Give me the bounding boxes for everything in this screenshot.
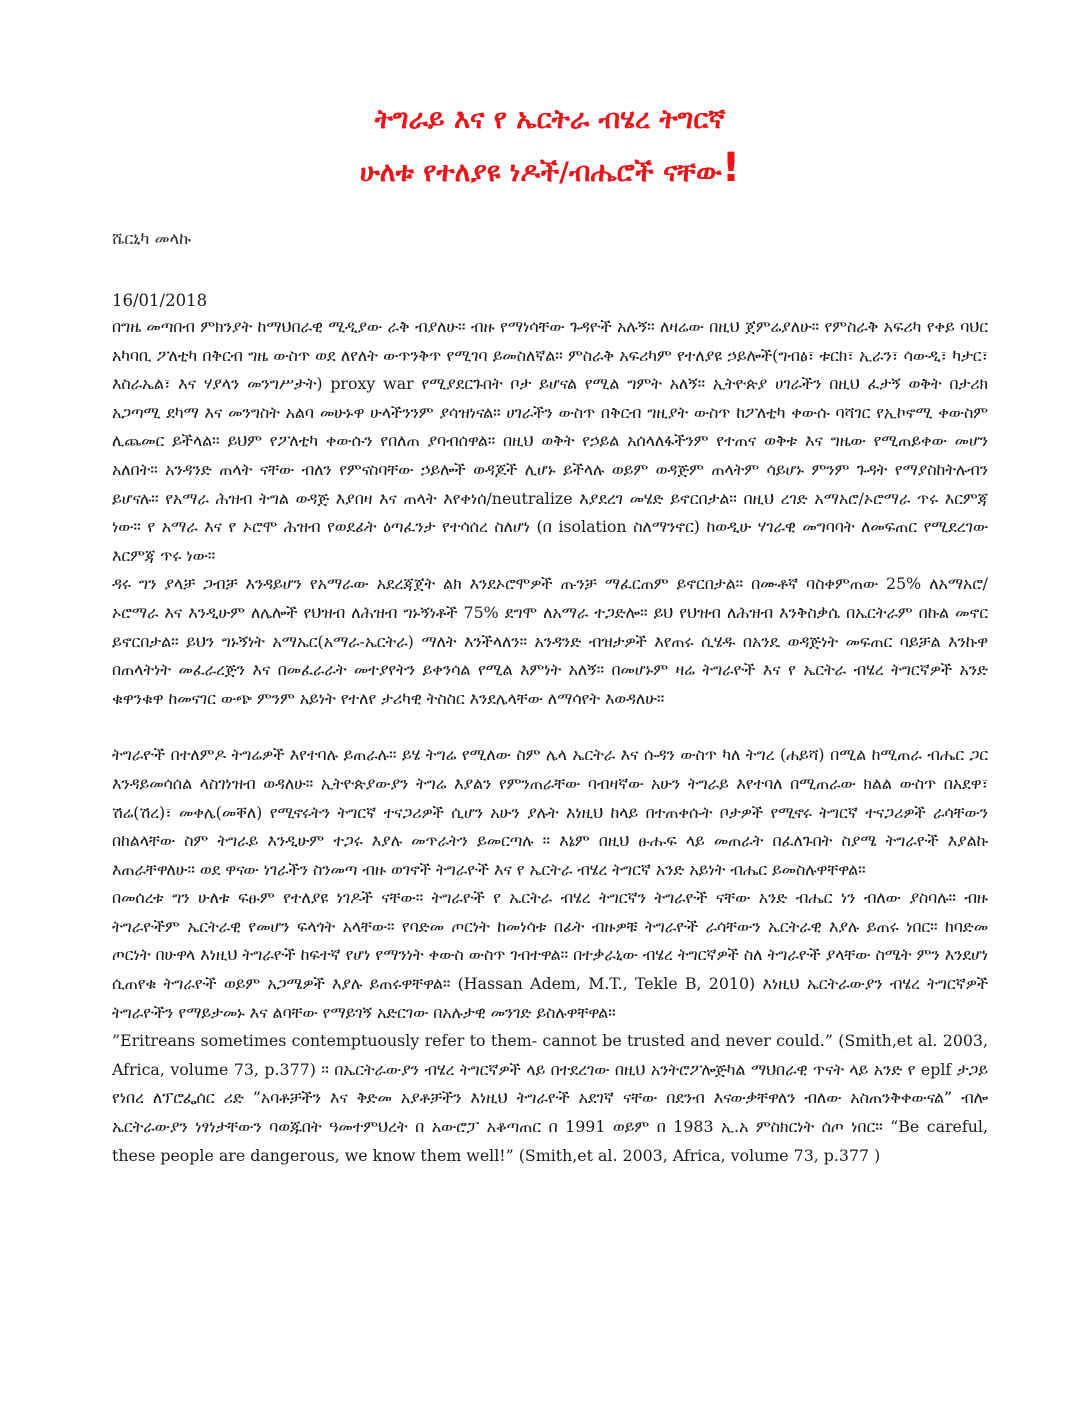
document-page xyxy=(112,96,988,1170)
document-date: 16/01/2018 xyxy=(112,291,208,310)
author-name: ሼርኒካ መላኩ xyxy=(112,229,191,248)
title-line-2 xyxy=(112,144,988,197)
title-line-2-text: ሁለቱ የተለያዩ ነዶች/ብሔሮች ናቸው xyxy=(359,157,722,188)
title-exclamation: ! xyxy=(721,145,741,191)
paragraph-spacer xyxy=(112,713,988,741)
paragraph-4: በመሰረቱ ግን ሁለቱ ፍፁም የተለያዩ ነገዶች ናቸው። ትግራዮች የ ኤርትራ ብሄረ ትግርኛን ትግራዮች ናቸው አንድ ብሔር ነን ብለው ያስባሉ። ብዙ ትግራዮችም ኤርትራዊ የመሆን ፍላጎት አላቸው። የባድመ ጦርነት ከመነሳቱ በፊት ብዙዎቹ ትግራዮች ራሳቸውን ኤርትራዊ እያሉ ይጠሩ ነበር። ከባድመ ጦርነት በሁዋላ እነዚህ ትግራዮች ከፍተኛ የሆነ የማንነት ቀውስ ውስጥ ገብተዋል። በተቃራኒው ብሄረ ትግርኛዎች ስለ ትግራዮች ያላቸው ስሜት ምን እንደሆነ ሲጠየቁ ትግራዮች ወይም አጋሜዎች እያሉ ይጠሩዋቸዋል። (Hassan Adem, M.T., Tekle B, 2010) እነዚህ ኤርትራውያን ብሄረ ትግርኛዎች ትግራዮችን የማይታመኑ እና ልባቸው የማይገኝ አድርገው በአሉታዊ መንገድ ይስሉዋቸዋል። xyxy=(112,888,988,1022)
title-line-1: ትግራይ እና የ ኤርትራ ብሄረ ትግርኛ xyxy=(374,104,726,135)
paragraph-1: በግዜ መጣበብ ምክንያት ከማህበራዊ ሚዲያው ራቅ ብያለሁ። ብዙ የማነሳቸው ጉዳዮች አሉኝ። ለዛሬው በዚህ ጀምሬያለሁ። የምስራቅ አፍሪካ የቀይ ባህር አካባቢ ፖለቲካ በቅርብ ግዜ ውስጥ ወደ ለየለት ውጥንቅጥ የሚገባ ይመስለኛል። ምስራቅ አፍሪካም የተለያዩ ኃይሎች(ግብፅ፣ ቱርክ፣ ኢራን፣ ሳውዲ፣ ካታር፣ እስራኤል፣ እና ሃያላን መንግሥታት) proxy war የሚያደርጉበት ቦታ ይሆናል የሚል ግምት አለኝ። ኢትዮጵያ ሀገራችን በዚህ ፈታኝ ወቅት በታሪክ አጋጣሚ ደካማ እና መንግስት አልባ መሁኑዋ ሁላችንንም ያሳዝነናል። ሀገራችን ውስጥ በቅርብ ግዚያት ውስጥ ከፖለቲካ ቀውሱ ባሻገር የኢኮኖሚ ቀውስም ሊጨመር ይችላል። ይህም የፖለቲካ ቀውሱን የበለጠ ያባብሰዋል። በዚህ ወቅት የኃይል አሰላለፋችንም የተጠና ወቅቱ እና ግዜው የሚጠይቀው መሆን አለበት። አንዳንድ ጠላት ናቸው ብለን የምናስባቸው ኃይሎች ወዳጆች ሊሆኑ ይችላሉ ወይም ወዳጅም ጠላትም ሳይሆኑ ምንም ጉዳት የማያስከትሉብን ይሆናሉ። የአማራ ሕዝብ ትግል ወዳጅ እያበዛ እና ጠላት እየቀነሰ/neutralize እያደረገ መሄድ ይኖርበታል። በዚህ ረገድ አማአሮ/ኦሮማራ ጥሩ እርምጃ ነው። የ አማራ እና የ ኦሮሞ ሕዝብ የወደፊት ዕጣፈንታ የተሳሰረ ስለሆነ (በ isolation ስለማንኖር) ከወዲሁ ሃገራዊ መግባባት ለመፍጠር የሚደረገው እርምጃ ጥሩ ነው። xyxy=(112,317,988,565)
document-title xyxy=(112,96,988,197)
paragraph-3: ትግራዮች በተለምዶ ትግሬዎች እየተባሉ ይጠራሉ። ይሄ ትግሬ የሚለው ስም ሌላ ኤርትራ እና ሱዳን ውስጥ ካለ ትግረ (ሐይሻ) በሚል ከሚጠራ ብሔር ጋር እንዳይመሳሰል ላስገነዝብ ወዳለሁ። ኢትዮጵያውያን ትግሬ እያልን የምንጠራቸው ባብዛኛው አሁን ትግራይ እየተባለ በሚጠራው ክልል ውስጥ በአደዋ፣ ሽሬ(ሽረ)፣ መቀሌ(መቐለ) የሚኖሩትን ትግርኛ ተናጋሪዎች ሲሆን አሁን ያሉት እነዚህ ከላይ በተጠቀሱት ቦታዎች የሚኖሩ ትግርኛ ተናጋሪዎች ራሳቸውን በከልላቸው ስም ትግራይ እንዲሁም ተጋሩ እያሉ መጥራትን ይመርጣሉ ። እኔም በዚህ ፁሑፍ ላይ መጠራት በፈለጉበት ስያሜ ትግራዮች እያልኩ እጠራቸዋለሁ። ወደ ዋናው ነገራችን ስንመጣ ብዙ ወገኖች ትግራዮች እና የ ኤርትራ ብሄረ ትግርኛ አንድ አይነት ብሔር ይመስሉዋቸዋል። xyxy=(112,745,988,879)
paragraph-2: ዳሩ ግን ያላቻ ጋብቻ እንዳይሆን የአማራው አደረጃጀት ልክ እንደኦሮሞዎች ጡንቻ ማፈርጠም ይኖርበታል። በሙቶኛ ባስቀምጠው 25% ለአማአሮ/ኦሮማራ እና እንዲሁም ለሌሎች የህዝብ ለሕዝብ ግኑኝነቶች 75% ደግሞ ለአማራ ተጋድሎ። ይህ የህዝብ ለሕዝብ እንቅስቃሴ በኤርትራም በኩል መኖር ይኖርበታል። ይህን ግኑኝነት አማኤር(አማራ-ኤርትራ) ማለት እንችላለን። አንዳንድ ብዝታዎች እየጠሩ ሲሄዱ በአንዴ ወዳጅነት መፍጠር ባይቻል እንኩዋ በጠላትነት መፈራረጅን እና በመፈራራት መተያየትን ይቀንሳል የሚል እምነት አለኝ። በመሆኑም ዛሬ ትግራዮች እና የ ኤርትራ ብሄረ ትግርኛዎች አንድ ቁዋንቁዋ ከመናገር ውጭ ምንም አይነት የተለየ ታሪካዊ ትስስር እንደሌላቸው ለማሳየት እወዳለሁ። xyxy=(112,574,988,708)
paragraph-5-quote: ”Eritreans sometimes contemptuously refer to them- cannot be trusted and never could.” (Smith,et al. 2003, Africa, volume 73, p.377) ። በኤርትራውያን ብሄረ ትግርኛዎች ላይ በተደረገው በዚህ አንትሮፖሎጅካል ማህበራዊ ጥናት ላይ አንድ የ eplf ታጋይ የነበረ ለፕሮፌሰር ሪድ ”አባቶቻችን እና ቅድመ አያቶቻችን እነዚህ ትግራዮች አደገኛ ናቸው በደንብ እናውቃቸዋለን ብለው አስጠንቅቀውናል” ብሎ ኤርትራውያን ነፃነታቸውን ባወጁበት ዓመተምህረት በ አውሮፓ አቆጣጠር በ 1991 ወይም በ 1983 ኢ.አ ምስክርነት ሰጦ ነበር። “Be careful, these people are dangerous, we know them well!” (Smith,et al. 2003, Africa, volume 73, p.377 ) xyxy=(112,1031,988,1165)
